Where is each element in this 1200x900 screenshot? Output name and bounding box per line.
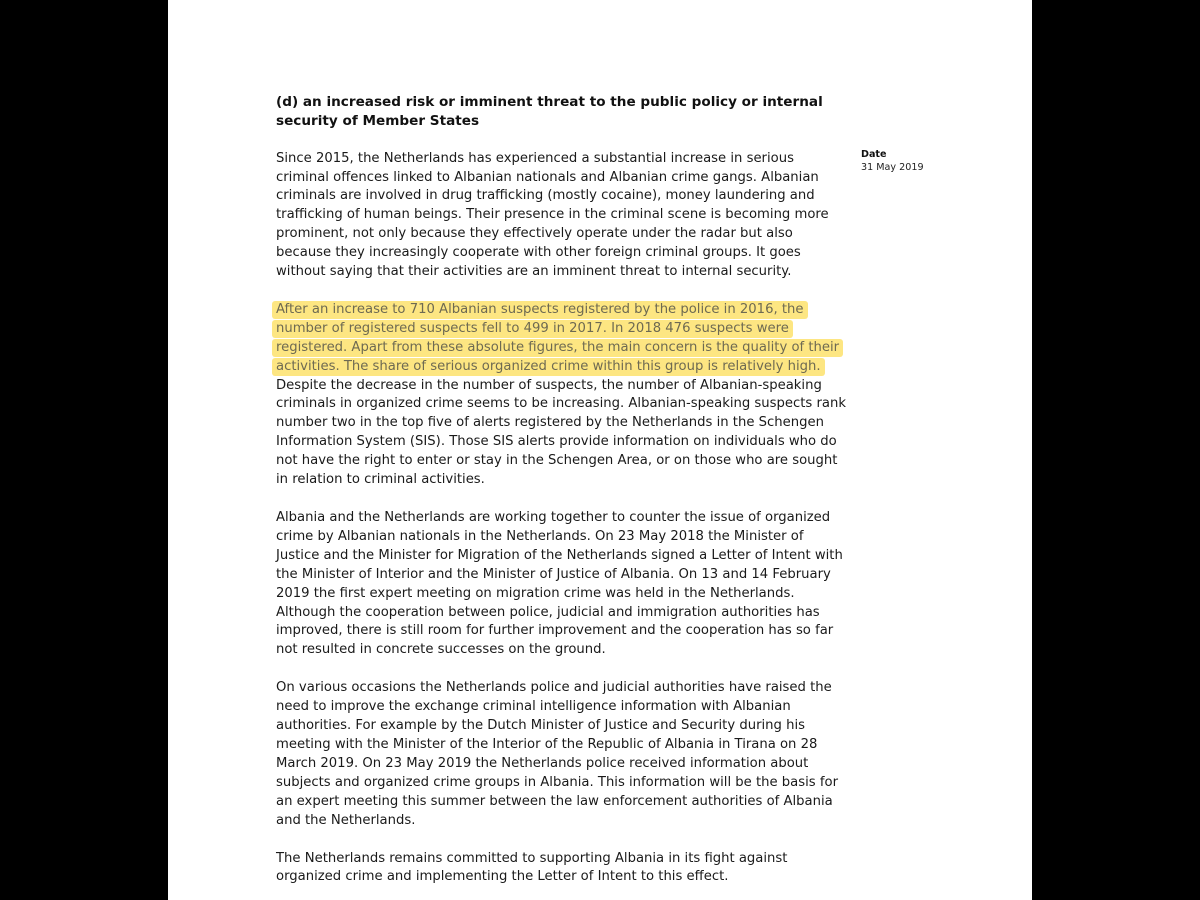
paragraph-2-text: Despite the decrease in the number of suspects, the number of Albanian-speaking criminals in organized crime seems to be increasing. Albanian-speaking suspects rank number two in the top five of alerts registered by the Netherlands in the Schengen Information System (SIS). Those SIS alerts provide information on individuals who do not have the right to enter or stay in the Schengen Area, or on those who are sought in relation to criminal activities. <box>276 377 846 488</box>
sidebar-metadata <box>861 148 981 174</box>
paragraph-3-text: Albania and the Netherlands are working together to counter the issue of organized crime by Albanian nationals in the Netherlands. On 23 May 2018 the Minister of Justice and the Minister for Migration of the Netherlands signed a Letter of Intent with the Minister of Interior and the Minister of Justice of Albania. On 13 and 14 February 2019 the first expert meeting on migration crime was held in the Netherlands. Although the cooperation between police, judicial and immigration authorities has improved, there is still room for further improvement and the cooperation has so far not resulted in concrete successes on the ground. <box>276 510 843 658</box>
paragraph-4-text: On various occasions the Netherlands police and judicial authorities have raised the need to improve the exchange criminal intelligence information with Albanian authorities. For example by the Dutch Minister of Justice and Security during his meeting with the Minister of the Interior of the Republic of Albania in Tirana on 28 March 2019. On 23 May 2019 the Netherlands police received information about subjects and organized crime groups in Albania. This information will be the basis for an expert meeting this summer between the law enforcement authorities of Albania and the Netherlands. <box>276 680 838 828</box>
date-label: Date <box>861 149 887 160</box>
date-value: 31 May 2019 <box>861 162 924 173</box>
paragraph-5-text: The Netherlands remains committed to supporting Albania in its fight against organized crime and implementing the Letter of Intent to this effect. <box>276 850 788 885</box>
document-page <box>168 0 1032 900</box>
paragraph-1-text: Since 2015, the Netherlands has experienced a substantial increase in serious criminal offences linked to Albanian nationals and Albanian crime gangs. Albanian criminals are involved in drug trafficking (mostly cocaine), money laundering and trafficking of human beings. Their presence in the criminal scene is becoming more prominent, not only because they effectively operate under the radar but also because they increasingly cooperate with other foreign criminal groups. It goes without saying that their activities are an imminent threat to internal security. <box>276 150 829 280</box>
section-heading: (d) an increased risk or imminent threat to the public policy or internal security of Member States <box>276 94 823 129</box>
paragraph-3 <box>276 509 846 660</box>
highlighted-passage: After an increase to 710 Albanian suspects registered by the police in 2016, the number of registered suspects fell to 499 in 2017. In 2018 476 suspects were registered. Apart from these absolute figures, the main concern is the quality of their activities. The share of serious organized crime within this group is relatively high. <box>272 301 843 376</box>
paragraph-4 <box>276 679 846 830</box>
paragraph-5 <box>276 850 846 888</box>
paragraph-1 <box>276 150 846 282</box>
paragraph-2 <box>276 301 846 490</box>
main-text-column <box>276 93 846 900</box>
